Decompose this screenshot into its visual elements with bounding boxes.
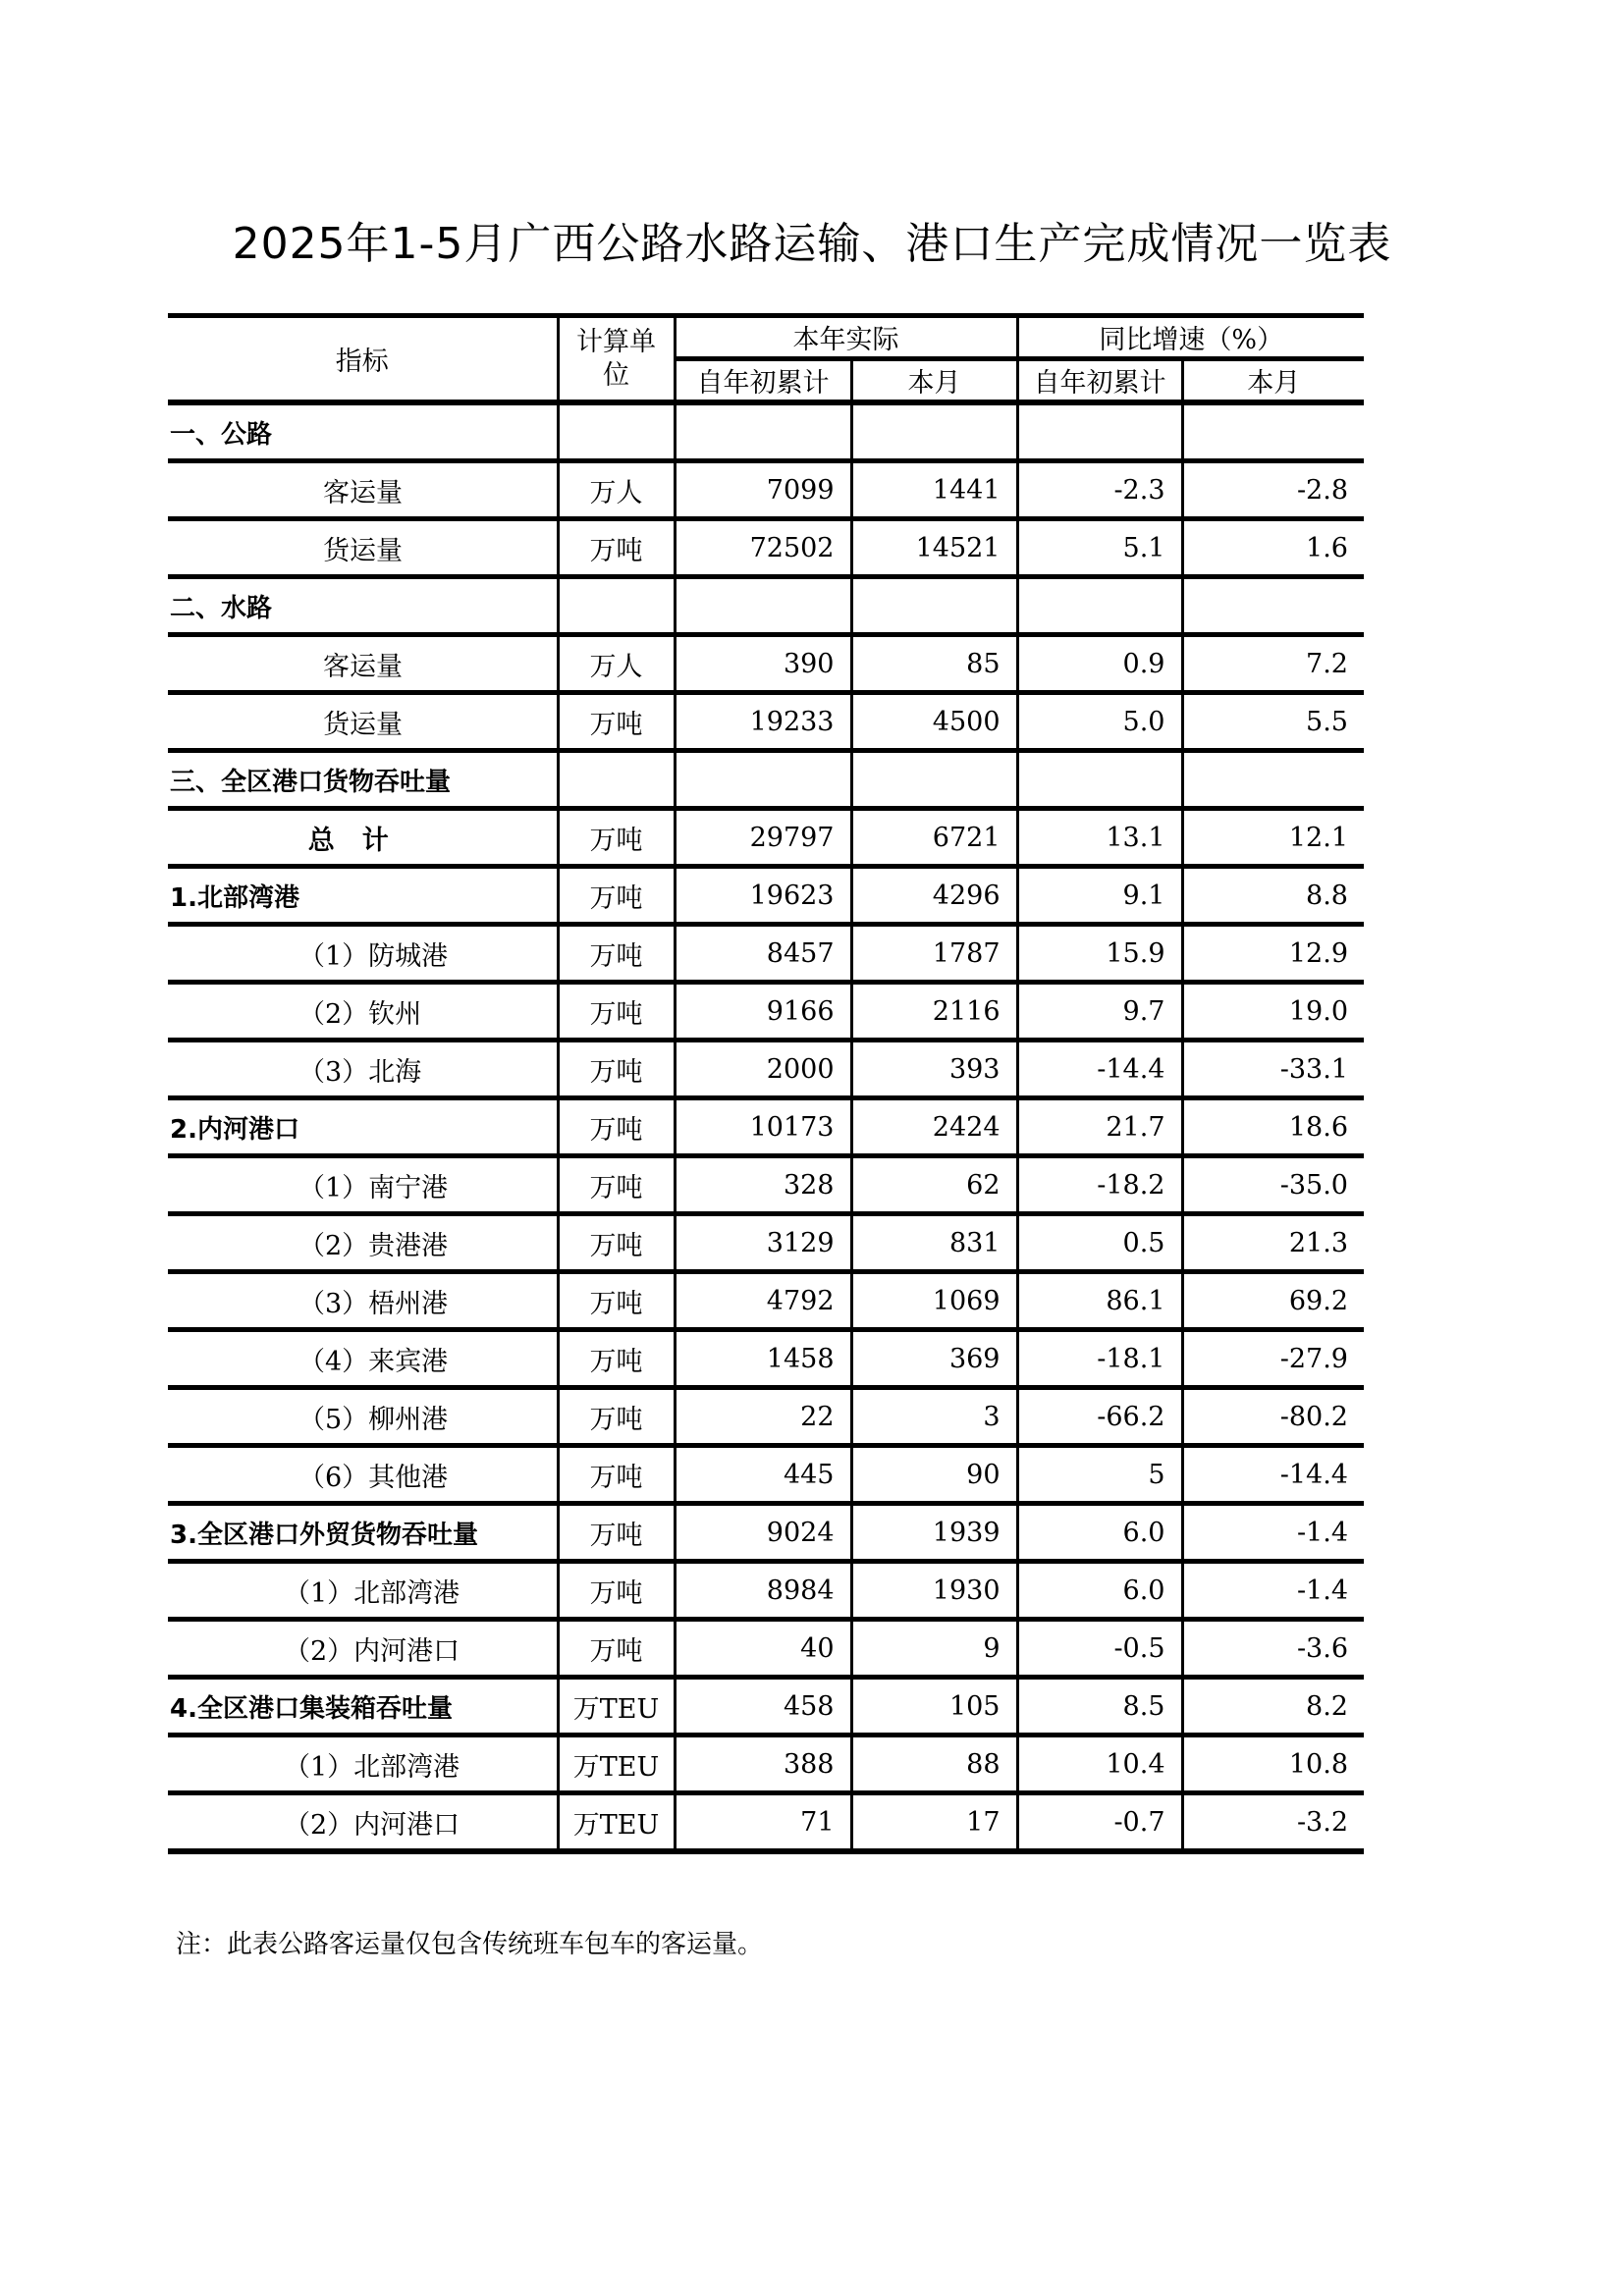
header-growth-month: 本月 <box>1182 359 1364 403</box>
row-month-growth: -3.6 <box>1182 1620 1364 1678</box>
row-month-growth: 21.3 <box>1182 1214 1364 1272</box>
row-ytd-growth: 86.1 <box>1017 1272 1182 1330</box>
table-row <box>168 1793 1364 1852</box>
row-ytd-value: 9024 <box>675 1504 851 1562</box>
row-month-growth: 69.2 <box>1182 1272 1364 1330</box>
row-month-value: 2116 <box>851 983 1017 1041</box>
table-row <box>168 1735 1364 1793</box>
header-unit: 计算单位 <box>558 316 675 403</box>
table-row <box>168 577 1364 635</box>
row-unit: 万吨 <box>558 1620 675 1678</box>
row-month-growth: -14.4 <box>1182 1446 1364 1504</box>
row-ytd-growth: 21.7 <box>1017 1098 1182 1156</box>
row-month-value <box>851 751 1017 809</box>
row-ytd-value: 2000 <box>675 1041 851 1098</box>
row-name: （2）内河港口 <box>168 1793 558 1852</box>
row-unit <box>558 402 675 461</box>
table-row <box>168 693 1364 751</box>
row-month-growth: -27.9 <box>1182 1330 1364 1388</box>
row-unit: 万吨 <box>558 925 675 983</box>
row-ytd-value: 19233 <box>675 693 851 751</box>
row-unit: 万吨 <box>558 1330 675 1388</box>
row-ytd-value <box>675 751 851 809</box>
header-actual: 本年实际 <box>675 316 1017 359</box>
row-month-growth: 5.5 <box>1182 693 1364 751</box>
table-row <box>168 1446 1364 1504</box>
row-unit: 万吨 <box>558 867 675 925</box>
row-ytd-value: 390 <box>675 635 851 693</box>
table-row <box>168 1272 1364 1330</box>
row-ytd-growth: 13.1 <box>1017 809 1182 867</box>
row-name: （3）北海 <box>168 1041 558 1098</box>
row-ytd-growth: 5 <box>1017 1446 1182 1504</box>
row-month-value: 88 <box>851 1735 1017 1793</box>
table-row <box>168 925 1364 983</box>
row-month-growth: 7.2 <box>1182 635 1364 693</box>
row-unit: 万吨 <box>558 1214 675 1272</box>
row-name: 货运量 <box>168 519 558 577</box>
row-unit: 万人 <box>558 461 675 519</box>
table-row <box>168 1504 1364 1562</box>
row-name: （1）防城港 <box>168 925 558 983</box>
row-month-value <box>851 577 1017 635</box>
row-ytd-growth: 0.9 <box>1017 635 1182 693</box>
row-month-growth <box>1182 751 1364 809</box>
row-unit: 万吨 <box>558 1156 675 1214</box>
row-unit: 万吨 <box>558 519 675 577</box>
row-ytd-value: 19623 <box>675 867 851 925</box>
row-ytd-growth: 0.5 <box>1017 1214 1182 1272</box>
footnote: 注：此表公路客运量仅包含传统班车包车的客运量。 <box>176 1930 764 1959</box>
row-unit: 万吨 <box>558 1098 675 1156</box>
row-unit: 万吨 <box>558 983 675 1041</box>
row-month-value: 393 <box>851 1041 1017 1098</box>
row-ytd-growth: 10.4 <box>1017 1735 1182 1793</box>
row-ytd-growth: 6.0 <box>1017 1562 1182 1620</box>
row-ytd-value: 7099 <box>675 461 851 519</box>
row-ytd-value: 9166 <box>675 983 851 1041</box>
row-ytd-growth: 9.7 <box>1017 983 1182 1041</box>
table-row <box>168 1214 1364 1272</box>
row-month-value: 90 <box>851 1446 1017 1504</box>
header-indicator: 指标 <box>168 316 558 403</box>
header-actual-ytd: 自年初累计 <box>675 359 851 403</box>
row-name: （2）贵港港 <box>168 1214 558 1272</box>
row-month-growth: -3.2 <box>1182 1793 1364 1852</box>
header-growth-ytd: 自年初累计 <box>1017 359 1182 403</box>
row-unit: 万吨 <box>558 1272 675 1330</box>
row-month-value: 3 <box>851 1388 1017 1446</box>
row-name: 二、水路 <box>168 577 558 635</box>
row-ytd-value: 1458 <box>675 1330 851 1388</box>
row-ytd-growth: 8.5 <box>1017 1678 1182 1735</box>
row-month-growth: -1.4 <box>1182 1504 1364 1562</box>
row-unit: 万吨 <box>558 1446 675 1504</box>
row-month-growth: -2.8 <box>1182 461 1364 519</box>
row-month-growth: 8.2 <box>1182 1678 1364 1735</box>
row-month-growth <box>1182 402 1364 461</box>
row-month-value: 62 <box>851 1156 1017 1214</box>
header-growth: 同比增速（%） <box>1017 316 1364 359</box>
row-ytd-value: 22 <box>675 1388 851 1446</box>
row-unit: 万吨 <box>558 1504 675 1562</box>
row-ytd-value <box>675 402 851 461</box>
row-ytd-value: 8457 <box>675 925 851 983</box>
row-month-value: 4500 <box>851 693 1017 751</box>
table-row <box>168 1388 1364 1446</box>
row-name: 总计 <box>168 809 558 867</box>
row-ytd-value <box>675 577 851 635</box>
row-name: 2.内河港口 <box>168 1098 558 1156</box>
row-month-value: 14521 <box>851 519 1017 577</box>
row-month-value: 1930 <box>851 1562 1017 1620</box>
table-row <box>168 867 1364 925</box>
row-ytd-value: 72502 <box>675 519 851 577</box>
row-unit: 万TEU <box>558 1735 675 1793</box>
table-body <box>168 402 1364 1851</box>
row-ytd-value: 4792 <box>675 1272 851 1330</box>
row-month-value: 1069 <box>851 1272 1017 1330</box>
row-ytd-growth: 9.1 <box>1017 867 1182 925</box>
table-row <box>168 1041 1364 1098</box>
row-ytd-value: 40 <box>675 1620 851 1678</box>
row-name: （3）梧州港 <box>168 1272 558 1330</box>
row-name: （1）北部湾港 <box>168 1562 558 1620</box>
row-unit <box>558 751 675 809</box>
row-month-value: 2424 <box>851 1098 1017 1156</box>
row-unit: 万TEU <box>558 1793 675 1852</box>
row-name: （5）柳州港 <box>168 1388 558 1446</box>
row-month-value: 17 <box>851 1793 1017 1852</box>
row-month-growth: 18.6 <box>1182 1098 1364 1156</box>
row-month-value: 9 <box>851 1620 1017 1678</box>
row-name: （2）钦州 <box>168 983 558 1041</box>
table-row <box>168 1098 1364 1156</box>
row-ytd-growth: 5.1 <box>1017 519 1182 577</box>
row-month-growth <box>1182 577 1364 635</box>
row-month-value: 1787 <box>851 925 1017 983</box>
row-ytd-growth <box>1017 402 1182 461</box>
row-month-growth: 19.0 <box>1182 983 1364 1041</box>
statistics-table <box>168 313 1364 1854</box>
row-unit: 万吨 <box>558 693 675 751</box>
table-row <box>168 461 1364 519</box>
row-unit: 万吨 <box>558 1388 675 1446</box>
row-ytd-value: 388 <box>675 1735 851 1793</box>
row-unit: 万TEU <box>558 1678 675 1735</box>
row-month-value: 831 <box>851 1214 1017 1272</box>
table-row <box>168 983 1364 1041</box>
row-name: 货运量 <box>168 693 558 751</box>
row-name: 1.北部湾港 <box>168 867 558 925</box>
row-ytd-growth <box>1017 751 1182 809</box>
row-ytd-growth <box>1017 577 1182 635</box>
row-month-growth: 12.9 <box>1182 925 1364 983</box>
table-row <box>168 809 1364 867</box>
row-name: （2）内河港口 <box>168 1620 558 1678</box>
row-month-growth: -33.1 <box>1182 1041 1364 1098</box>
row-month-value: 4296 <box>851 867 1017 925</box>
row-ytd-value: 458 <box>675 1678 851 1735</box>
table-row <box>168 751 1364 809</box>
row-ytd-value: 445 <box>675 1446 851 1504</box>
row-unit: 万吨 <box>558 1562 675 1620</box>
row-month-growth: 12.1 <box>1182 809 1364 867</box>
row-ytd-growth: -66.2 <box>1017 1388 1182 1446</box>
header-actual-month: 本月 <box>851 359 1017 403</box>
row-ytd-value: 8984 <box>675 1562 851 1620</box>
row-month-growth: 8.8 <box>1182 867 1364 925</box>
row-name: 客运量 <box>168 635 558 693</box>
row-ytd-growth: -14.4 <box>1017 1041 1182 1098</box>
row-name: （1）南宁港 <box>168 1156 558 1214</box>
row-ytd-value: 29797 <box>675 809 851 867</box>
row-month-growth: -35.0 <box>1182 1156 1364 1214</box>
row-name: 4.全区港口集装箱吞吐量 <box>168 1678 558 1735</box>
row-ytd-growth: -2.3 <box>1017 461 1182 519</box>
row-ytd-growth: -0.5 <box>1017 1620 1182 1678</box>
table-row <box>168 1156 1364 1214</box>
table-row <box>168 402 1364 461</box>
row-unit: 万吨 <box>558 809 675 867</box>
row-month-growth: -1.4 <box>1182 1562 1364 1620</box>
row-name: 三、全区港口货物吞吐量 <box>168 751 558 809</box>
row-name: 客运量 <box>168 461 558 519</box>
table-row <box>168 1330 1364 1388</box>
row-unit: 万人 <box>558 635 675 693</box>
row-month-value: 1939 <box>851 1504 1017 1562</box>
row-month-value: 105 <box>851 1678 1017 1735</box>
row-month-growth: 1.6 <box>1182 519 1364 577</box>
row-month-growth: 10.8 <box>1182 1735 1364 1793</box>
row-ytd-value: 3129 <box>675 1214 851 1272</box>
table-row <box>168 1678 1364 1735</box>
table-row <box>168 635 1364 693</box>
row-ytd-value: 71 <box>675 1793 851 1852</box>
row-ytd-growth: -0.7 <box>1017 1793 1182 1852</box>
row-ytd-growth: -18.2 <box>1017 1156 1182 1214</box>
row-unit: 万吨 <box>558 1041 675 1098</box>
table-row <box>168 519 1364 577</box>
row-month-value: 85 <box>851 635 1017 693</box>
row-name: （4）来宾港 <box>168 1330 558 1388</box>
row-name: 一、公路 <box>168 402 558 461</box>
row-ytd-value: 10173 <box>675 1098 851 1156</box>
row-ytd-growth: 5.0 <box>1017 693 1182 751</box>
row-month-value: 369 <box>851 1330 1017 1388</box>
row-ytd-growth: 6.0 <box>1017 1504 1182 1562</box>
page-title: 2025年1-5月广西公路水路运输、港口生产完成情况一览表 <box>232 219 1392 269</box>
row-month-value <box>851 402 1017 461</box>
row-month-value: 6721 <box>851 809 1017 867</box>
row-ytd-growth: -18.1 <box>1017 1330 1182 1388</box>
row-month-value: 1441 <box>851 461 1017 519</box>
row-name: 3.全区港口外贸货物吞吐量 <box>168 1504 558 1562</box>
table-row <box>168 1562 1364 1620</box>
row-name: （6）其他港 <box>168 1446 558 1504</box>
row-ytd-value: 328 <box>675 1156 851 1214</box>
row-month-growth: -80.2 <box>1182 1388 1364 1446</box>
table-row <box>168 1620 1364 1678</box>
row-name: （1）北部湾港 <box>168 1735 558 1793</box>
row-unit <box>558 577 675 635</box>
row-ytd-growth: 15.9 <box>1017 925 1182 983</box>
